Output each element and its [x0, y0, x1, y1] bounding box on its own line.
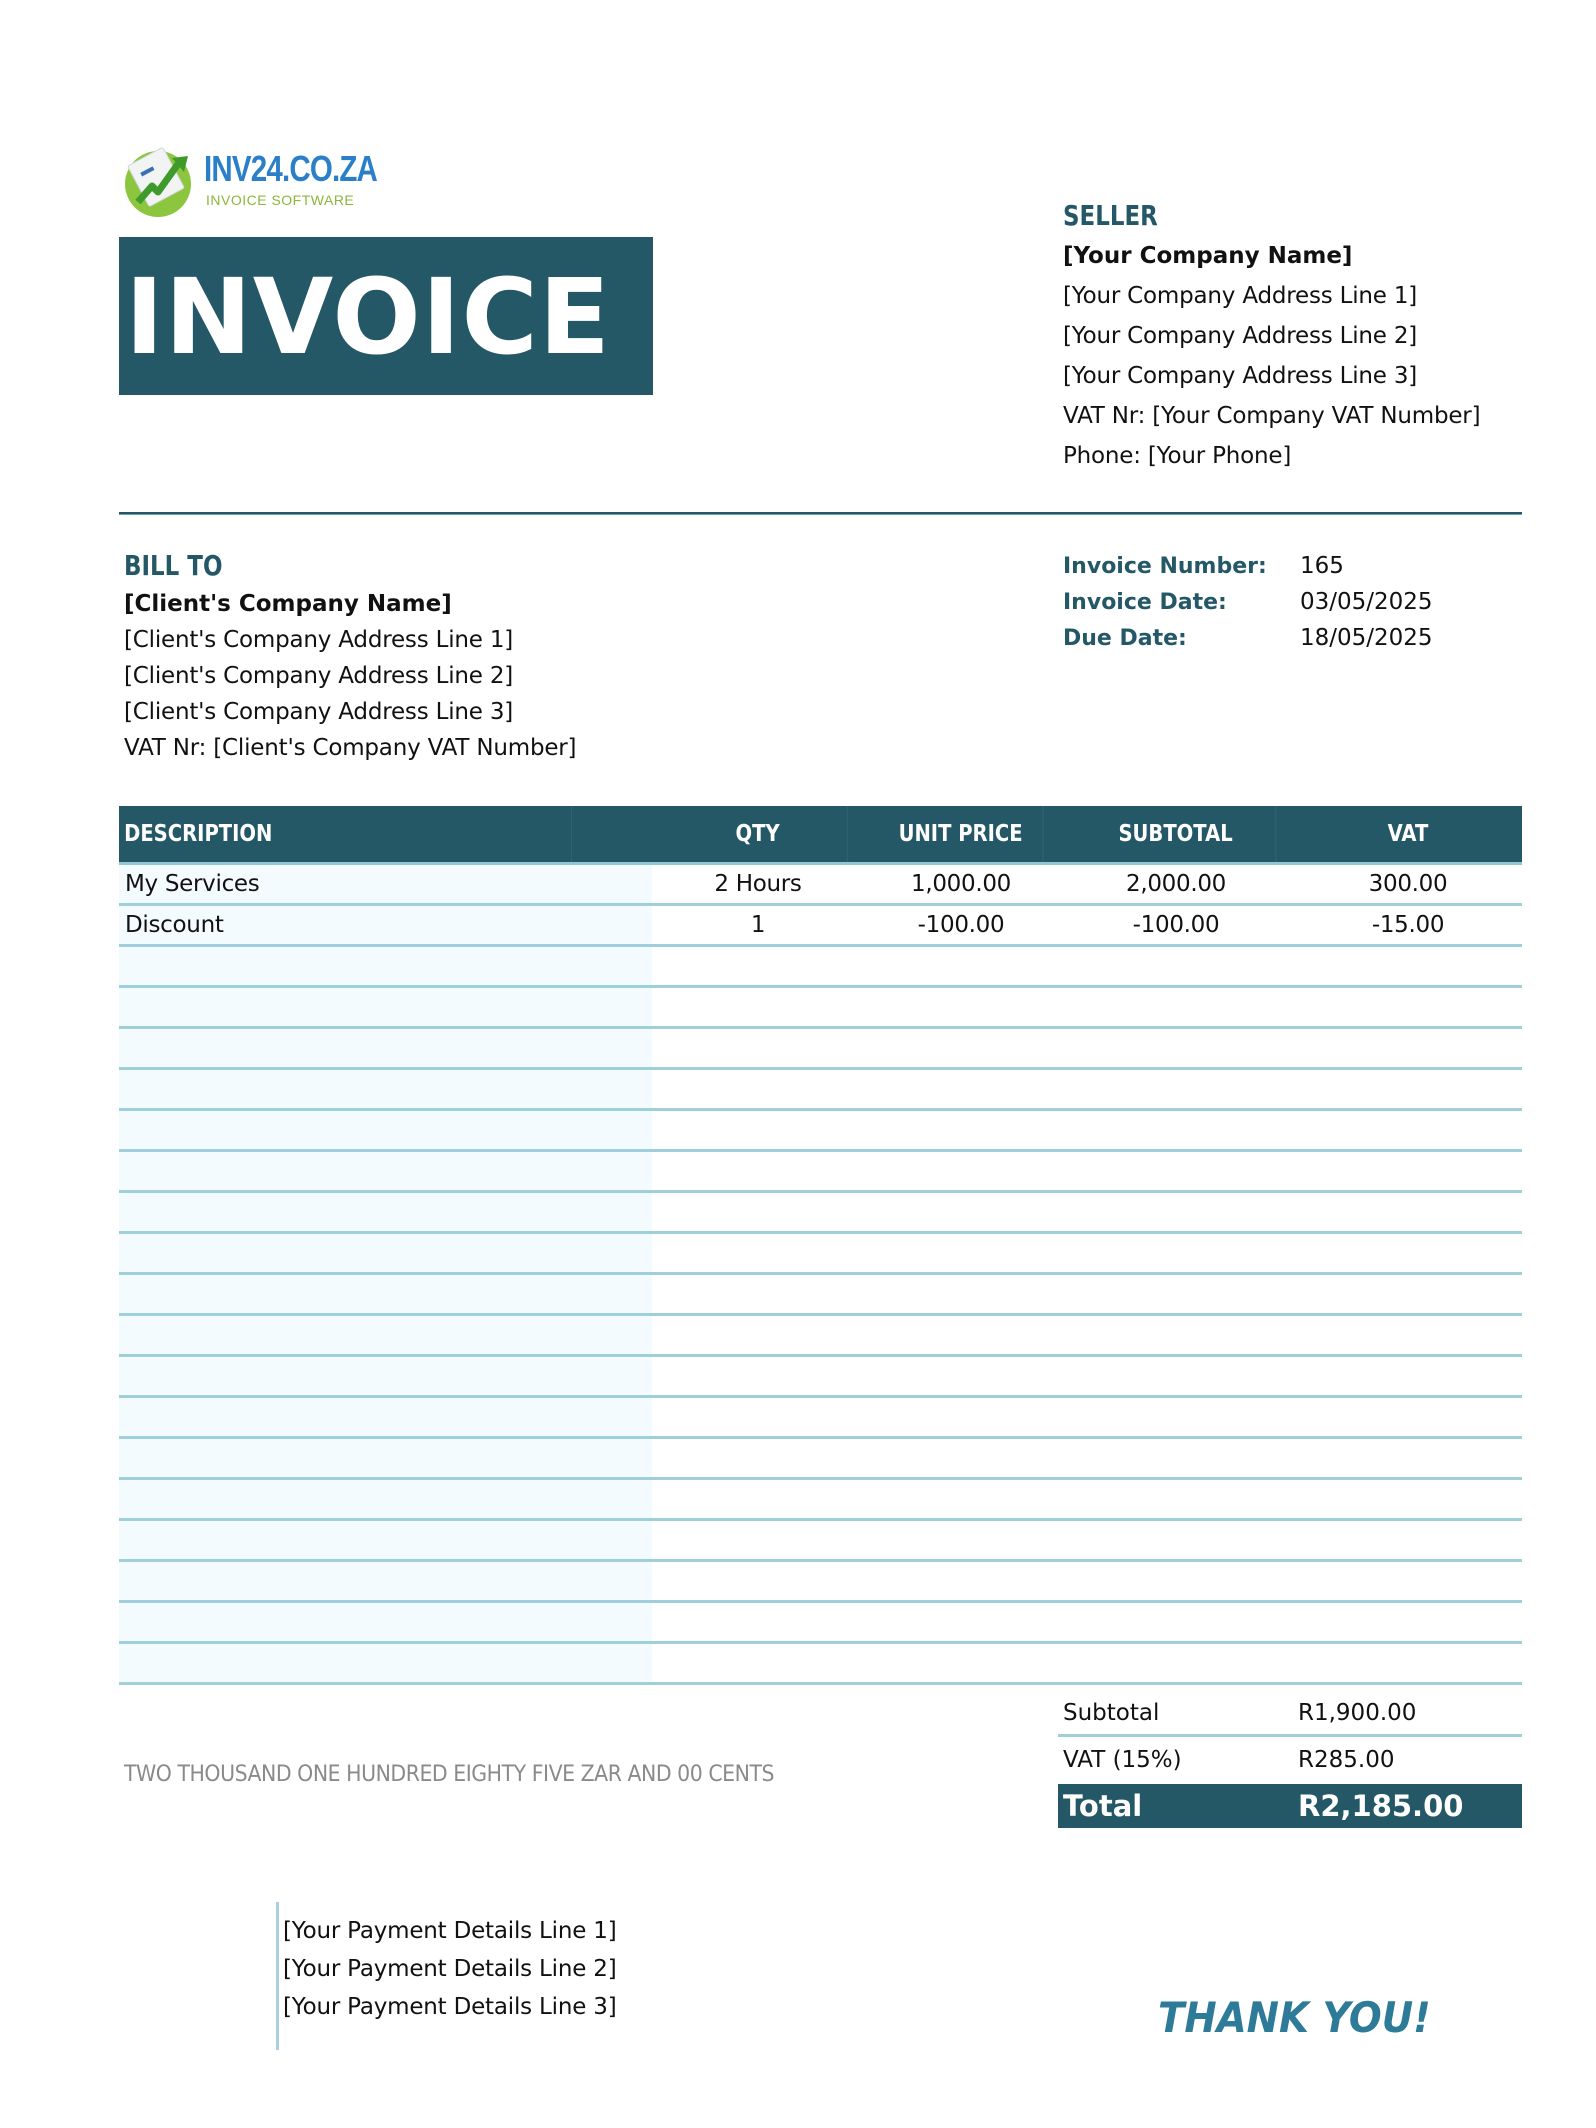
cell-empty [864, 1070, 1058, 1108]
cell-empty [864, 1275, 1058, 1313]
cell-empty [1294, 1275, 1522, 1313]
cell-empty [652, 1521, 864, 1559]
cell-empty [652, 1480, 864, 1518]
invoice-date-label: Invoice Date: [1063, 589, 1227, 615]
cell-empty [1058, 1275, 1294, 1313]
due-date-row [1063, 620, 1433, 656]
cell-empty [652, 1234, 864, 1272]
table-row-empty [119, 1316, 1522, 1357]
cell-empty [652, 988, 864, 1026]
cell-empty [1058, 1439, 1294, 1477]
cell-empty [652, 1029, 864, 1067]
client-address-line-2: [Client's Company Address Line 2] [124, 663, 514, 689]
line-items-table [119, 806, 1522, 1685]
cell-description: My Services [119, 865, 652, 903]
cell-empty [1058, 988, 1294, 1026]
cell-empty [1294, 947, 1522, 985]
vat-label: VAT (15%) [1063, 1746, 1182, 1773]
column-header-qty: QTY [668, 806, 848, 862]
cell-empty [652, 1193, 864, 1231]
table-row-empty [119, 1193, 1522, 1234]
table-row-empty [119, 947, 1522, 988]
table-row-empty [119, 988, 1522, 1029]
payment-details [283, 1912, 616, 2026]
cell-empty [119, 1275, 652, 1313]
cell-qty: 1 [750, 912, 766, 938]
cell-empty [652, 1357, 864, 1395]
payment-accent-bar [276, 1902, 279, 2050]
cell-empty [1294, 1111, 1522, 1149]
seller-heading: SELLER [1063, 199, 1158, 232]
table-header [119, 806, 1522, 865]
cell-empty [864, 1152, 1058, 1190]
cell-empty [1058, 1193, 1294, 1231]
cell-empty [119, 1316, 652, 1354]
table-row-empty [119, 1521, 1522, 1562]
thank-you-message: THANK YOU! [1158, 1993, 1431, 2042]
cell-empty [1294, 1234, 1522, 1272]
subtotal-value: R1,900.00 [1298, 1700, 1417, 1726]
cell-empty [1058, 1644, 1294, 1682]
invoice-number-label: Invoice Number: [1063, 553, 1267, 579]
cell-empty [1294, 1439, 1522, 1477]
cell-vat: 300.00 [1368, 871, 1448, 897]
cell-empty [652, 1562, 864, 1600]
cell-empty [1294, 1029, 1522, 1067]
cell-empty [1058, 1234, 1294, 1272]
cell-empty [864, 988, 1058, 1026]
table-row-empty [119, 1439, 1522, 1480]
cell-empty [1294, 1521, 1522, 1559]
cell-empty [1058, 1316, 1294, 1354]
invoice-growth-arrow-icon [122, 144, 196, 218]
bill-to-block [124, 546, 576, 766]
cell-empty [1058, 1521, 1294, 1559]
column-header-unit-price: UNIT PRICE [879, 806, 1044, 862]
table-row-empty [119, 1603, 1522, 1644]
cell-empty [1058, 1070, 1294, 1108]
table-row-empty [119, 1111, 1522, 1152]
cell-empty [864, 1029, 1058, 1067]
cell-empty [864, 1316, 1058, 1354]
client-address-line-3: [Client's Company Address Line 3] [124, 699, 514, 725]
invoice-number-value: 165 [1300, 553, 1344, 579]
seller-address-line-2: [Your Company Address Line 2] [1063, 323, 1418, 349]
cell-empty [119, 1521, 652, 1559]
cell-empty [1058, 947, 1294, 985]
cell-empty [119, 1480, 652, 1518]
company-logo [122, 138, 378, 218]
table-row-empty [119, 1152, 1522, 1193]
cell-empty [119, 1193, 652, 1231]
cell-empty [864, 1357, 1058, 1395]
cell-empty [864, 1111, 1058, 1149]
amount-in-words: TWO THOUSAND ONE HUNDRED EIGHTY FIVE ZAR AND 00 CENTS [124, 1762, 775, 1787]
cell-empty [1294, 1357, 1522, 1395]
table-row-empty [119, 1234, 1522, 1275]
cell-empty [119, 947, 652, 985]
totals-block [1058, 1692, 1522, 1828]
logo-tagline: INVOICE SOFTWARE [206, 192, 355, 208]
invoice-date-row [1063, 584, 1433, 620]
invoice-date-value: 03/05/2025 [1300, 589, 1433, 615]
cell-empty [652, 947, 864, 985]
invoice-meta [1063, 548, 1433, 656]
total-label: Total [1063, 1789, 1143, 1823]
table-row-empty [119, 1070, 1522, 1111]
cell-empty [1294, 1070, 1522, 1108]
cell-empty [1294, 988, 1522, 1026]
seller-address-line-1: [Your Company Address Line 1] [1063, 283, 1418, 309]
vat-row [1058, 1737, 1522, 1782]
cell-empty [1294, 1480, 1522, 1518]
vat-value: R285.00 [1298, 1746, 1395, 1773]
cell-empty [1294, 1603, 1522, 1641]
cell-empty [1294, 1644, 1522, 1682]
seller-block [1063, 196, 1480, 476]
cell-empty [119, 1398, 652, 1436]
payment-line-1: [Your Payment Details Line 1] [283, 1918, 617, 1944]
cell-qty: 2 Hours [714, 871, 802, 897]
cell-description: Discount [119, 906, 652, 944]
table-row-empty [119, 1562, 1522, 1603]
invoice-number-row [1063, 548, 1433, 584]
cell-empty [119, 1111, 652, 1149]
column-header-subtotal: SUBTOTAL [1076, 806, 1277, 862]
cell-empty [119, 1357, 652, 1395]
total-value: R2,185.00 [1298, 1789, 1464, 1823]
due-date-value: 18/05/2025 [1300, 625, 1433, 651]
cell-empty [1294, 1193, 1522, 1231]
table-row-empty [119, 1644, 1522, 1685]
bill-to-heading: BILL TO [124, 549, 223, 582]
table-row-empty [119, 1029, 1522, 1070]
cell-empty [652, 1439, 864, 1477]
cell-empty [119, 1234, 652, 1272]
table-row [119, 865, 1522, 906]
cell-empty [119, 1029, 652, 1067]
cell-empty [864, 1562, 1058, 1600]
client-company-name: [Client's Company Name] [124, 591, 452, 617]
table-row-empty [119, 1275, 1522, 1316]
payment-line-3: [Your Payment Details Line 3] [283, 1994, 617, 2020]
header-divider [119, 512, 1522, 515]
cell-vat: -15.00 [1371, 912, 1445, 938]
cell-empty [1294, 1152, 1522, 1190]
cell-empty [119, 1439, 652, 1477]
seller-address-line-3: [Your Company Address Line 3] [1063, 363, 1418, 389]
table-row-empty [119, 1480, 1522, 1521]
column-header-description: DESCRIPTION [119, 806, 572, 862]
cell-empty [119, 1603, 652, 1641]
cell-empty [1294, 1398, 1522, 1436]
cell-subtotal: -100.00 [1132, 912, 1220, 938]
cell-empty [1058, 1152, 1294, 1190]
cell-empty [864, 1398, 1058, 1436]
cell-empty [1294, 1316, 1522, 1354]
cell-empty [652, 1603, 864, 1641]
cell-empty [652, 1316, 864, 1354]
cell-empty [1058, 1029, 1294, 1067]
cell-empty [652, 1152, 864, 1190]
cell-empty [119, 1152, 652, 1190]
cell-empty [864, 947, 1058, 985]
client-vat-number: VAT Nr: [Client's Company VAT Number] [124, 735, 577, 761]
cell-empty [652, 1275, 864, 1313]
cell-empty [1058, 1398, 1294, 1436]
cell-empty [1058, 1480, 1294, 1518]
cell-empty [119, 1644, 652, 1682]
column-header-vat: VAT [1387, 821, 1429, 847]
table-row [119, 906, 1522, 947]
seller-vat-number: VAT Nr: [Your Company VAT Number] [1063, 403, 1481, 429]
due-date-label: Due Date: [1063, 625, 1187, 651]
cell-empty [864, 1193, 1058, 1231]
page-title: INVOICE [125, 256, 611, 378]
cell-empty [652, 1398, 864, 1436]
cell-empty [864, 1521, 1058, 1559]
cell-empty [119, 988, 652, 1026]
logo-wordmark: INV24.CO.ZA [204, 148, 378, 189]
cell-empty [652, 1644, 864, 1682]
invoice-title-banner [119, 237, 653, 395]
subtotal-label: Subtotal [1063, 1700, 1160, 1726]
cell-empty [119, 1562, 652, 1600]
cell-empty [864, 1480, 1058, 1518]
cell-empty [652, 1111, 864, 1149]
subtotal-row [1058, 1692, 1522, 1737]
cell-empty [864, 1644, 1058, 1682]
seller-company-name: [Your Company Name] [1063, 243, 1353, 269]
cell-empty [119, 1070, 652, 1108]
cell-unit-price: -100.00 [917, 912, 1005, 938]
empty-rows [119, 947, 1522, 1685]
seller-phone: Phone: [Your Phone] [1063, 443, 1292, 469]
client-address-line-1: [Client's Company Address Line 1] [124, 627, 514, 653]
cell-empty [864, 1439, 1058, 1477]
cell-subtotal: 2,000.00 [1125, 871, 1227, 897]
cell-empty [1058, 1603, 1294, 1641]
total-row [1058, 1784, 1522, 1828]
cell-unit-price: 1,000.00 [910, 871, 1012, 897]
cell-empty [1058, 1357, 1294, 1395]
cell-empty [1058, 1111, 1294, 1149]
cell-empty [652, 1070, 864, 1108]
cell-empty [864, 1603, 1058, 1641]
cell-empty [1294, 1562, 1522, 1600]
table-row-empty [119, 1357, 1522, 1398]
cell-empty [864, 1234, 1058, 1272]
table-row-empty [119, 1398, 1522, 1439]
cell-empty [1058, 1562, 1294, 1600]
payment-line-2: [Your Payment Details Line 2] [283, 1956, 617, 1982]
